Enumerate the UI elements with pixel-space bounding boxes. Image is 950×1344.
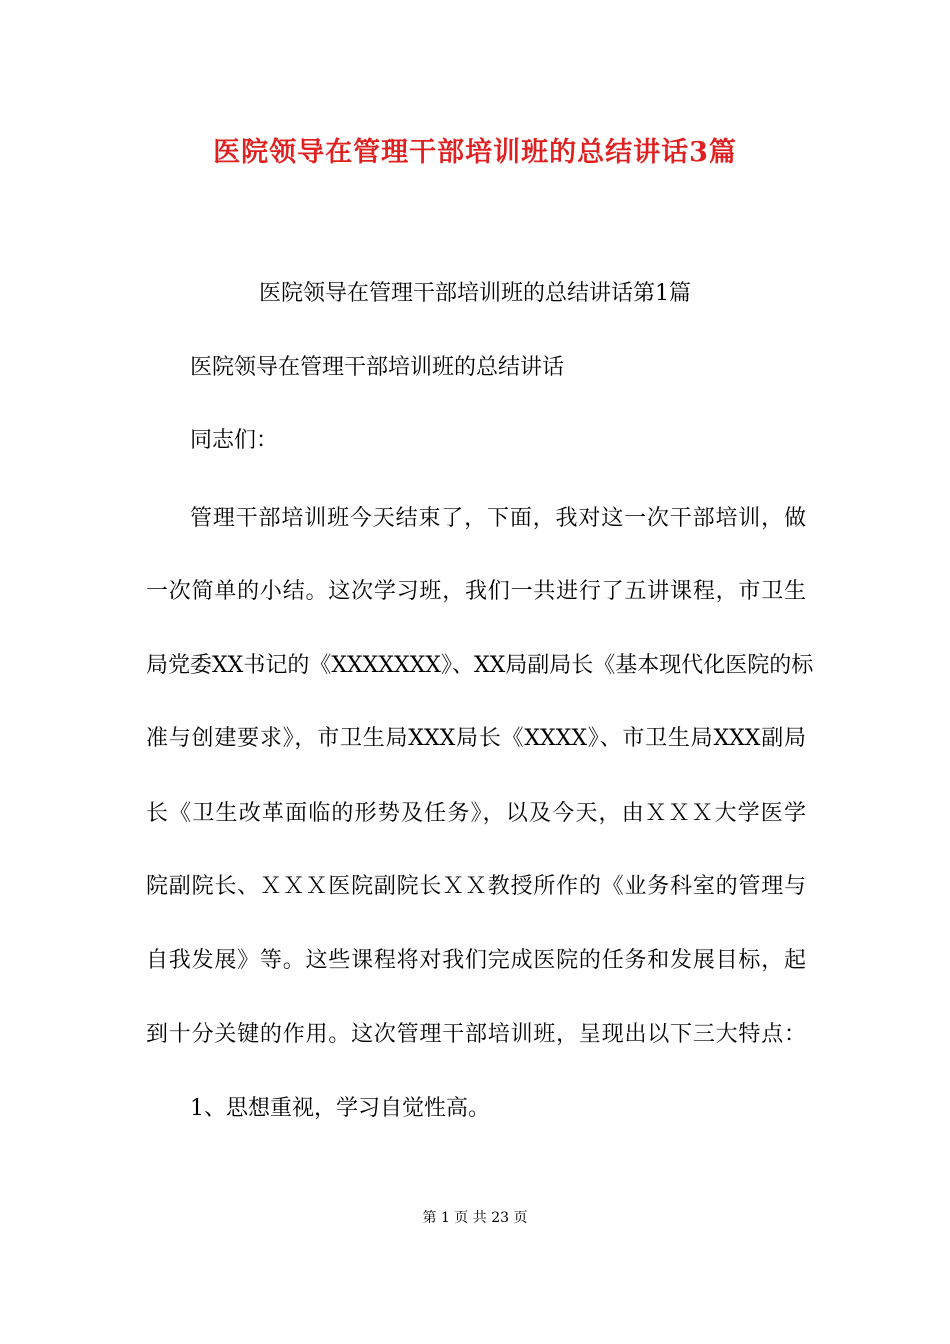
paragraph-line: 到十分关键的作用。这次管理干部培训班，呈现出以下三大特点：	[146, 1022, 806, 1047]
paragraph-line: 一次简单的小结。这次学习班，我们一共进行了五讲课程，市卫生	[146, 579, 806, 604]
point-heading: 1、思想重视，学习自觉性高。	[190, 1096, 490, 1121]
paragraph-line: 局党委XX书记的《XXXXXXX》、XX局副局长《基本现代化医院的标	[146, 653, 814, 678]
paragraph-line: 准与创建要求》，市卫生局XXX局长《XXXX》、市卫生局XXX副局	[146, 726, 806, 751]
page-number: 第 1 页 共 23 页	[422, 1210, 528, 1226]
salutation: 同志们：	[190, 428, 279, 453]
section-heading: 医院领导在管理干部培训班的总结讲话第1篇	[259, 281, 691, 306]
document-title: 医院领导在管理干部培训班的总结讲话3篇	[213, 137, 737, 168]
paragraph-line: 长《卫生改革面临的形势及任务》，以及今天，由ＸＸＸ大学医学	[146, 801, 806, 826]
paragraph-line: 管理干部培训班今天结束了，下面，我对这一次干部培训，做	[190, 506, 806, 531]
paragraph-line: 院副院长、ＸＸＸ医院副院长ＸＸ教授所作的《业务科室的管理与	[146, 874, 806, 899]
paragraph-line: 自我发展》等。这些课程将对我们完成医院的任务和发展目标，起	[146, 948, 806, 973]
speech-subtitle: 医院领导在管理干部培训班的总结讲话	[190, 355, 565, 380]
